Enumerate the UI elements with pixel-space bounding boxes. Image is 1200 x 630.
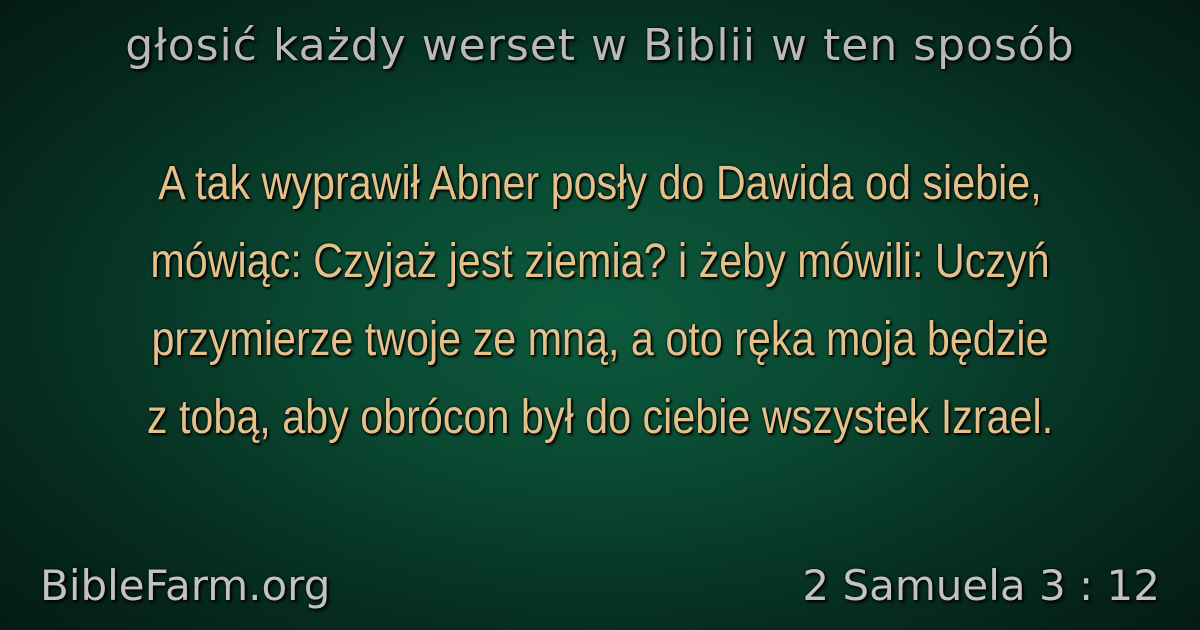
verse-reference: 2 Samuela 3 : 12 xyxy=(802,561,1160,610)
verse-line: przymierze twoje ze mną, a oto ręka moja będzie xyxy=(151,313,1049,366)
verse-line: A tak wyprawił Abner posły do Dawida od siebie, xyxy=(158,157,1042,210)
tagline: głosić każdy werset w Biblii w ten sposób xyxy=(125,20,1075,71)
site-name: BibleFarm.org xyxy=(40,561,331,610)
verse-text xyxy=(110,145,1090,457)
verse-line: z tobą, aby obrócon był do ciebie wszystek Izrael. xyxy=(146,391,1054,444)
verse-line: mówiąc: Czyjaż jest ziemia? i żeby mówili: Uczyń xyxy=(150,235,1050,288)
